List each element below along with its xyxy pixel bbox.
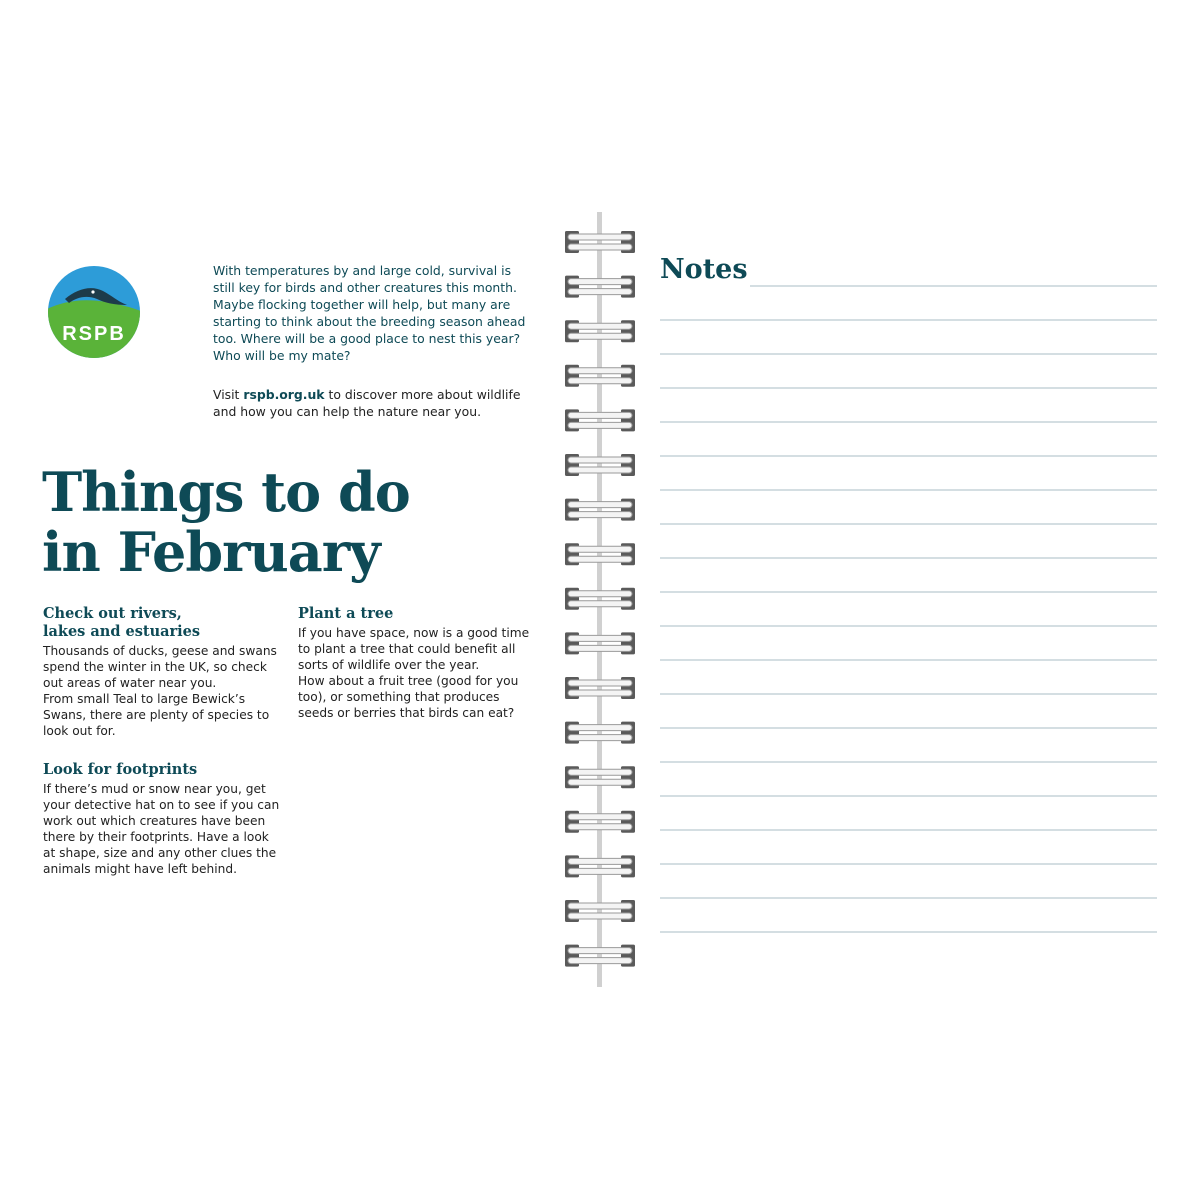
visit-paragraph: Visit rspb.org.uk to discover more about wildlife and how you can help the nature near you. — [213, 387, 521, 419]
section-heading: Plant a tree — [298, 605, 394, 622]
rspb-link[interactable]: rspb.org.uk — [243, 387, 325, 402]
rspb-logo — [47, 265, 141, 359]
section-body: Thousands of ducks, geese and swans spend the winter in the UK, so check out areas of water near you. From small Teal to large Bewick’s Swans, there are plenty of species to look out for. — [43, 644, 277, 738]
section-rivers — [43, 605, 293, 739]
section-heading: Check out rivers, lakes and estuaries — [43, 605, 201, 640]
section-heading: Look for footprints — [43, 761, 198, 778]
section-body: If you have space, now is a good time to plant a tree that could benefit all sorts of wildlife over the year. How about a fruit tree (good for you too), or something that produces seeds or berries that birds can eat? — [298, 626, 530, 720]
logo-text: RSPB — [62, 323, 126, 345]
notes-title: Notes — [660, 254, 748, 285]
page-title: Things to do in February — [42, 460, 410, 584]
intro-paragraph: With temperatures by and large cold, survival is still key for birds and other creatures this month. Maybe flocking together will help, but many are starting to think about the breeding season ahead too. Where will be a good place to nest this year? Who will be my mate? — [213, 263, 526, 363]
notes-lines[interactable] — [660, 252, 1158, 942]
section-plant-tree — [298, 605, 538, 721]
section-footprints — [43, 761, 293, 877]
section-body: If there’s mud or snow near you, get your detective hat on to see if you can work out which creatures have been there by their footprints. Have a look at shape, size and any other clues the animals might have left behind. — [43, 782, 280, 876]
spiral-binding — [560, 212, 640, 987]
